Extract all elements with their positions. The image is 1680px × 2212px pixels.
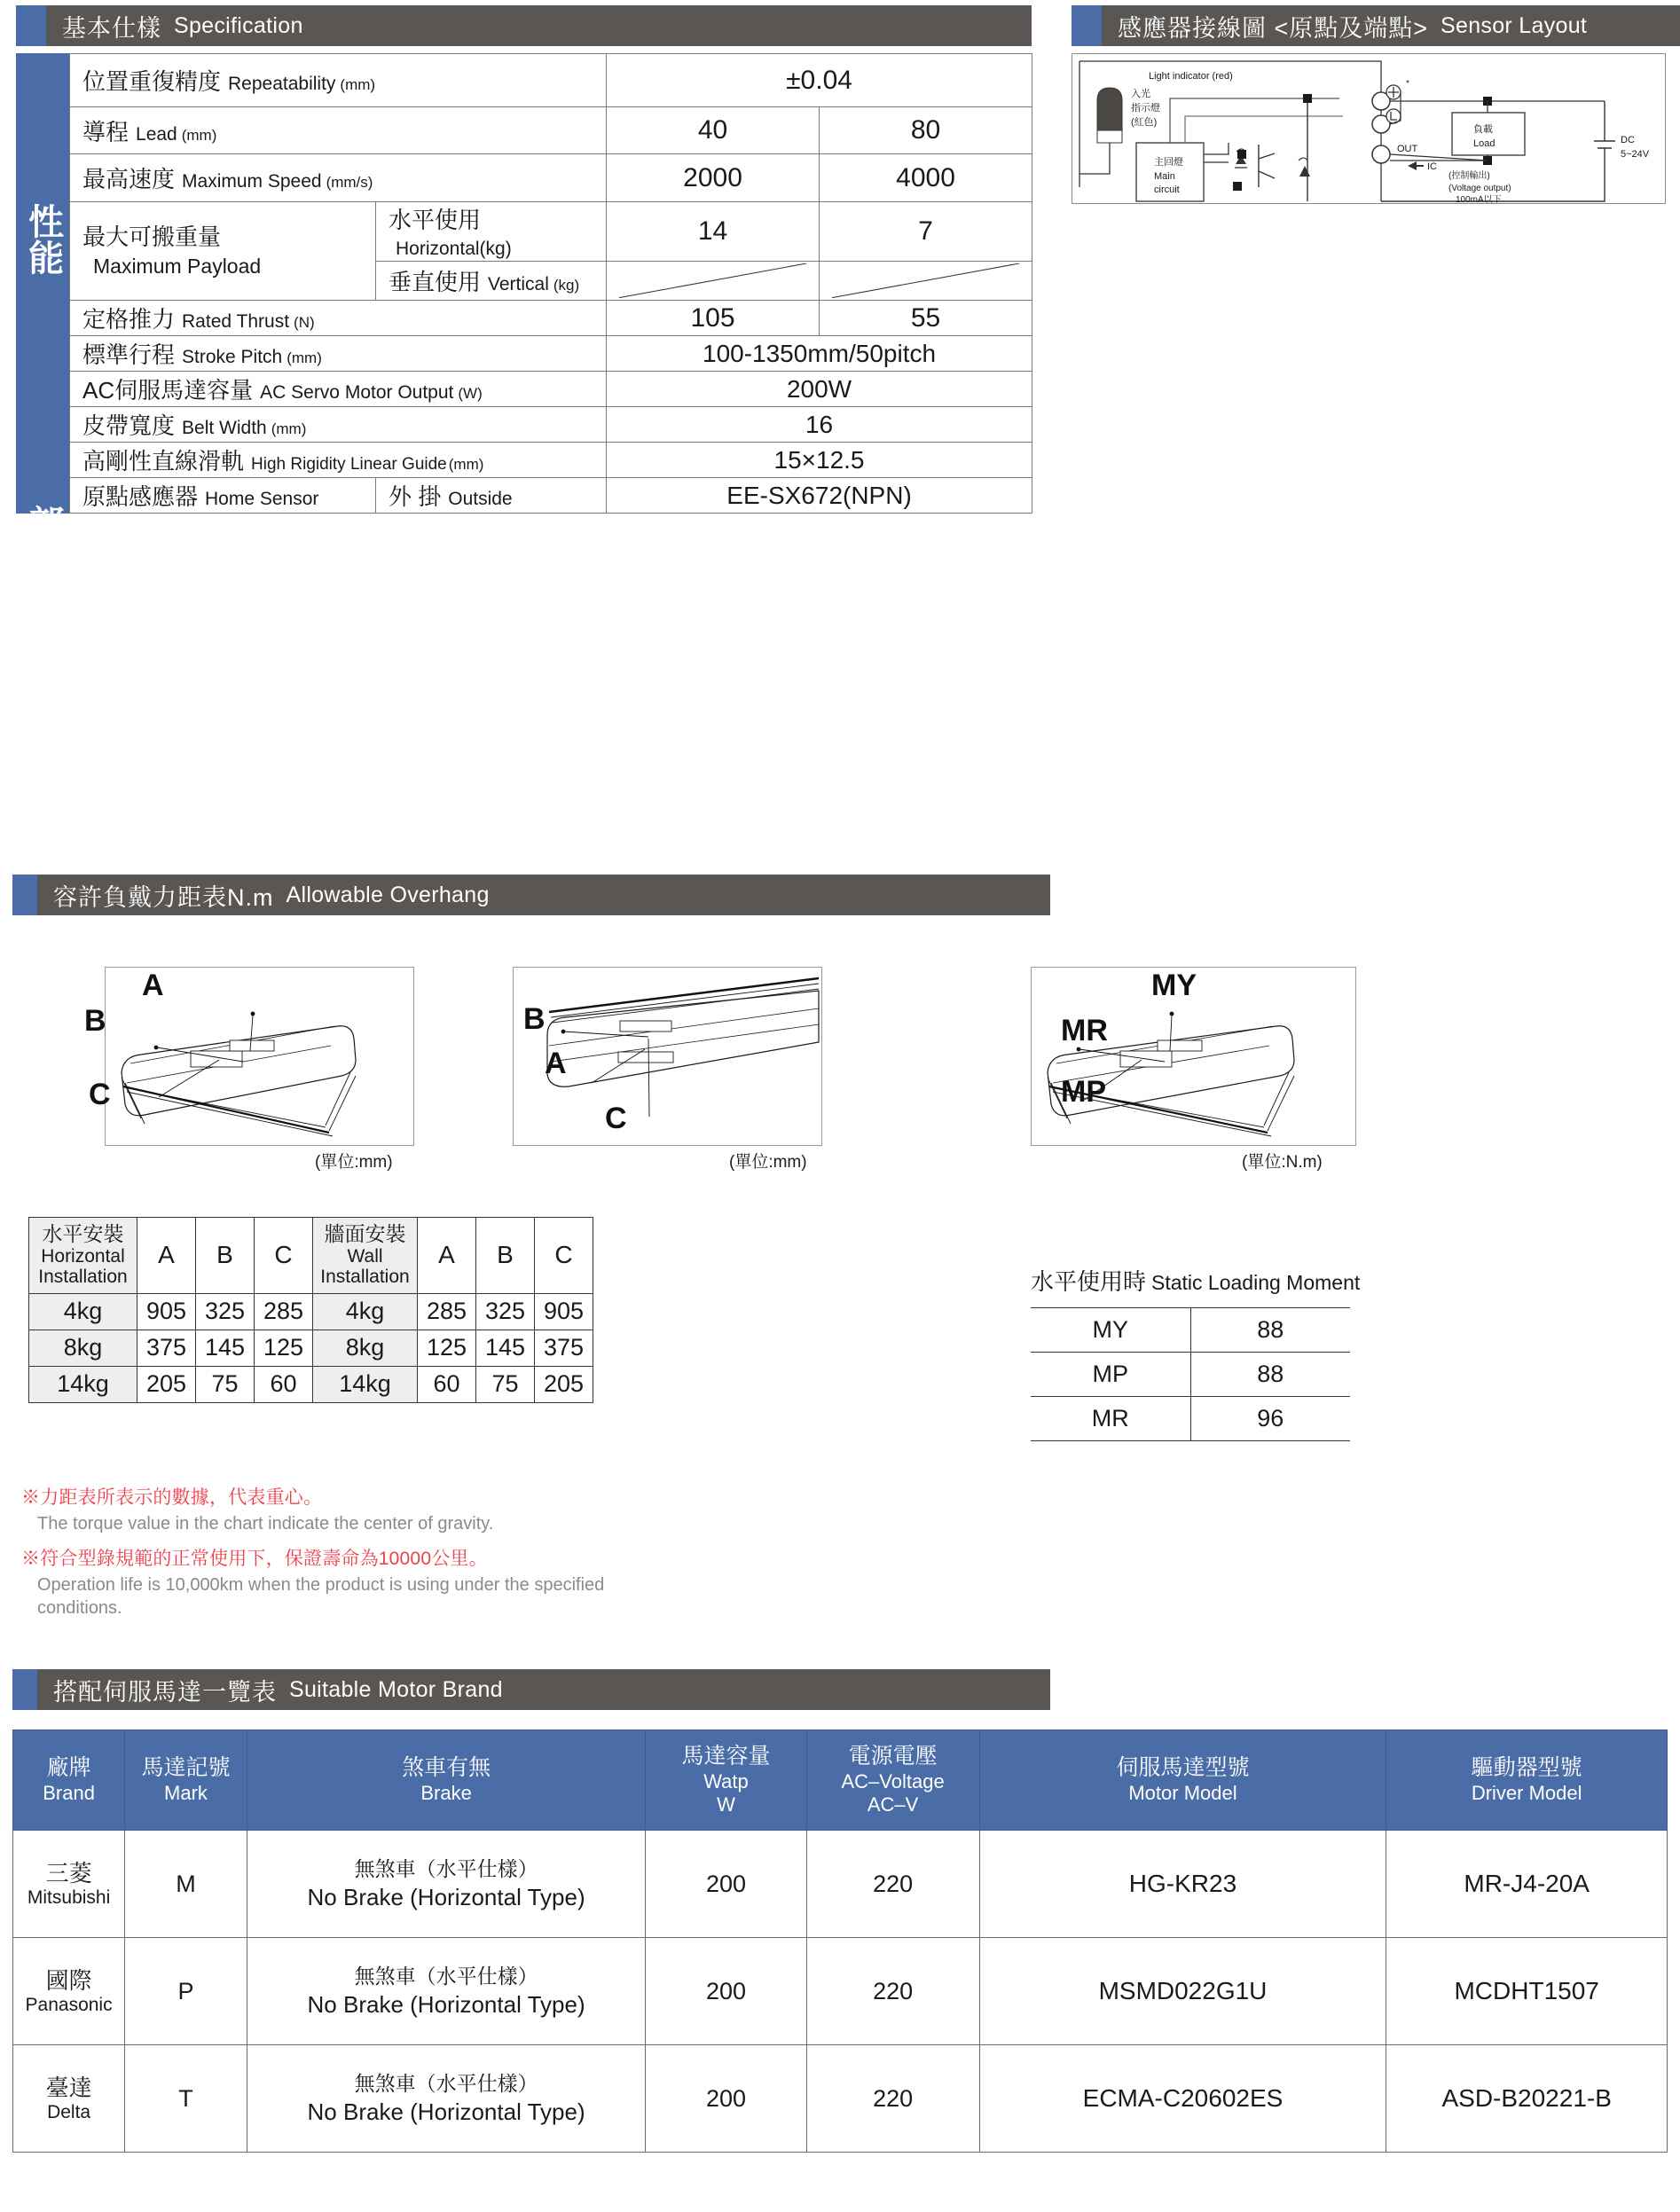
header-horizontal-installation bbox=[29, 1218, 137, 1294]
spec-value-ac-servo-output: 200W bbox=[607, 372, 1032, 407]
header-cn: 馬達記號 bbox=[141, 1755, 231, 1781]
w-row-load-14kg: 14kg bbox=[313, 1366, 418, 1402]
header-h-col-a: A bbox=[137, 1218, 196, 1294]
label-en: Belt Width bbox=[182, 418, 267, 438]
note-2-en: Operation life is 10,000km when the product is using under the specified conditions. bbox=[37, 1575, 605, 1618]
note-1-en: The torque value in the chart indicate the center of gravity. bbox=[37, 1514, 494, 1533]
svg-text:主回燈: 主回燈 bbox=[1154, 157, 1183, 168]
h-row-load-8kg: 8kg bbox=[29, 1330, 137, 1366]
sensor-layout-diagram-block bbox=[1072, 53, 1666, 204]
table-row bbox=[70, 407, 1032, 443]
label-unit: (mm) bbox=[448, 456, 484, 473]
spec-value-linear-guide: 15×12.5 bbox=[607, 443, 1032, 478]
brand-cn: 國際 bbox=[45, 1966, 92, 1994]
header-en: Brand bbox=[43, 1781, 95, 1804]
sublabel-unit: (kg) bbox=[553, 277, 580, 294]
w-8kg-c: 375 bbox=[535, 1330, 593, 1366]
table-row bbox=[13, 1831, 1668, 1938]
section-title-en: Specification bbox=[174, 12, 303, 38]
note-1-cn: ※力距表所表示的數據，代表重心。 bbox=[21, 1487, 323, 1508]
header-cn: 驅動器型號 bbox=[1471, 1755, 1582, 1781]
header-en: Motor Model bbox=[1128, 1781, 1237, 1804]
spec-value-payload-h-2: 7 bbox=[820, 202, 1032, 262]
row-0-driver-model: MR-J4-20A bbox=[1386, 1831, 1668, 1938]
specification-table-block bbox=[16, 53, 1032, 577]
row-2-driver-model: ASD-B20221-B bbox=[1386, 2045, 1668, 2153]
spec-value-lead-2: 80 bbox=[820, 107, 1032, 154]
label-en: High Rigidity Linear Guide bbox=[251, 455, 447, 474]
header-en: Driver Model bbox=[1471, 1781, 1582, 1804]
header-en-2: Installation bbox=[320, 1267, 410, 1288]
table-row bbox=[13, 1938, 1668, 2045]
svg-text:5~24V: 5~24V bbox=[1621, 149, 1650, 160]
spec-value-home-sensor: EE-SX672(NPN) bbox=[607, 478, 1032, 514]
overhang-unit-caption-2: (單位:mm) bbox=[729, 1153, 807, 1172]
brand-cn: 臺達 bbox=[45, 2074, 92, 2101]
header-w-col-b: B bbox=[476, 1218, 535, 1294]
table-row bbox=[1031, 1353, 1350, 1397]
row-1-brake bbox=[247, 1938, 646, 2045]
spec-label-home-sensor bbox=[70, 478, 376, 514]
row-2-watt: 200 bbox=[646, 2045, 806, 2153]
w-14kg-c: 205 bbox=[535, 1366, 593, 1402]
header-brand bbox=[13, 1730, 125, 1831]
header-cn: 牆面安裝 bbox=[324, 1222, 406, 1245]
sublabel-cn: 水平使用 bbox=[389, 207, 482, 233]
spec-label-repeatability bbox=[70, 54, 607, 107]
svg-text:IC: IC bbox=[1427, 161, 1437, 172]
label-cn: 原點感應器 bbox=[82, 483, 199, 510]
row-1-voltage: 220 bbox=[806, 1938, 979, 2045]
h-14kg-b: 75 bbox=[196, 1366, 255, 1402]
row-0-motor-model: HG-KR23 bbox=[979, 1831, 1386, 1938]
section-header-text bbox=[1102, 5, 1680, 46]
section-title-en: Allowable Overhang bbox=[286, 882, 490, 907]
w-row-load-8kg: 8kg bbox=[313, 1330, 418, 1366]
table-row bbox=[1031, 1397, 1350, 1441]
row-2-brand bbox=[13, 2045, 125, 2153]
table-row bbox=[70, 372, 1032, 407]
h-4kg-a: 905 bbox=[137, 1293, 196, 1330]
svg-text:(紅色): (紅色) bbox=[1131, 117, 1158, 128]
spec-value-payload-v-1-na bbox=[607, 262, 820, 301]
header-en-1: Horizontal bbox=[41, 1245, 125, 1267]
svg-text:(Voltage output): (Voltage output) bbox=[1448, 184, 1511, 193]
slm-key-mr: MR bbox=[1031, 1397, 1190, 1441]
row-1-brand bbox=[13, 1938, 125, 2045]
table-row bbox=[70, 54, 1032, 107]
row-2-voltage: 220 bbox=[806, 2045, 979, 2153]
label-en: Lead bbox=[136, 123, 177, 145]
header-watt bbox=[646, 1730, 806, 1831]
spec-sublabel-vertical bbox=[376, 262, 607, 301]
row-1-motor-model: MSMD022G1U bbox=[979, 1938, 1386, 2045]
section-header-text bbox=[37, 1669, 1050, 1710]
static-loading-moment-title bbox=[1031, 1264, 1360, 1297]
header-cn: 水平安裝 bbox=[42, 1222, 124, 1245]
section-title-cn: 感應器接線圖 <原點及端點> bbox=[1118, 14, 1429, 42]
svg-text:100mA以下: 100mA以下 bbox=[1456, 195, 1502, 203]
table-row bbox=[29, 1293, 593, 1330]
svg-text:OUT: OUT bbox=[1397, 144, 1418, 154]
overhang-unit-caption-3: (單位:N.m) bbox=[1242, 1153, 1323, 1172]
label-en: Stroke Pitch bbox=[182, 347, 283, 367]
motor-brand-table bbox=[12, 1730, 1668, 2153]
overhang-combined-table bbox=[28, 1217, 593, 1403]
slm-key-mp: MP bbox=[1031, 1353, 1190, 1397]
slm-value-mp: 88 bbox=[1190, 1353, 1350, 1397]
slm-value-my: 88 bbox=[1190, 1308, 1350, 1353]
label-unit: (mm) bbox=[287, 349, 322, 366]
header-voltage bbox=[806, 1730, 979, 1831]
brake-cn: 無煞車（水平仕樣） bbox=[354, 1964, 538, 1988]
row-2-brake bbox=[247, 2045, 646, 2153]
overhang-label-b-2: B bbox=[523, 1002, 546, 1036]
h-4kg-b: 325 bbox=[196, 1293, 255, 1330]
header-cn: 煞車有無 bbox=[402, 1755, 491, 1781]
brake-cn: 無煞車（水平仕樣） bbox=[354, 2071, 538, 2095]
section-header-suitable-motor bbox=[12, 1669, 1050, 1710]
slm-value-mr: 96 bbox=[1190, 1397, 1350, 1441]
header-w-col-a: A bbox=[418, 1218, 476, 1294]
spec-value-stroke-pitch: 100-1350mm/50pitch bbox=[607, 336, 1032, 372]
spec-label-lead bbox=[70, 107, 607, 154]
row-0-voltage: 220 bbox=[806, 1831, 979, 1938]
sidebar-parts-text: 部品 bbox=[23, 505, 63, 577]
accent-block bbox=[1072, 5, 1102, 46]
spec-sublabel-horizontal bbox=[376, 202, 607, 262]
table-row bbox=[70, 202, 1032, 262]
spec-value-payload-h-1: 14 bbox=[607, 202, 820, 262]
brand-en: Delta bbox=[47, 2101, 91, 2122]
table-row bbox=[70, 154, 1032, 202]
slm-title-cn: 水平使用時 bbox=[1031, 1268, 1147, 1295]
w-14kg-a: 60 bbox=[418, 1366, 476, 1402]
svg-text:*: * bbox=[1406, 79, 1409, 89]
w-8kg-b: 145 bbox=[476, 1330, 535, 1366]
h-8kg-c: 125 bbox=[255, 1330, 313, 1366]
row-2-mark: T bbox=[125, 2045, 247, 2153]
header-en: AC–Voltage bbox=[841, 1769, 945, 1792]
svg-text:(控制輸出): (控制輸出) bbox=[1448, 171, 1490, 181]
label-unit: (N) bbox=[294, 314, 315, 331]
sidebar-label-parts bbox=[17, 505, 68, 585]
label-cn: 導程 bbox=[82, 118, 130, 145]
brand-cn: 三菱 bbox=[45, 1859, 92, 1886]
w-4kg-c: 905 bbox=[535, 1293, 593, 1330]
overhang-label-c-1: C bbox=[89, 1078, 111, 1111]
sensor-circuit-svg bbox=[1072, 54, 1665, 203]
section-header-specification bbox=[16, 5, 1032, 46]
brand-en: Mitsubishi bbox=[27, 1886, 111, 1908]
sidebar-performance-text: 性能 bbox=[23, 203, 63, 276]
label-unit: (W) bbox=[458, 385, 483, 402]
label-cn: 定格推力 bbox=[82, 306, 176, 333]
section-title-cn: 搭配伺服馬達一覽表 bbox=[53, 1678, 277, 1706]
label-cn: 皮帶寬度 bbox=[82, 412, 176, 439]
row-1-mark: P bbox=[125, 1938, 247, 2045]
sidebar-label-performance bbox=[17, 203, 68, 284]
table-header-row bbox=[29, 1218, 593, 1294]
h-4kg-c: 285 bbox=[255, 1293, 313, 1330]
w-14kg-b: 75 bbox=[476, 1366, 535, 1402]
label-en: Maximum Payload bbox=[93, 255, 262, 278]
accent-block bbox=[16, 5, 46, 46]
row-0-mark: M bbox=[125, 1831, 247, 1938]
sublabel-en: Outside bbox=[448, 489, 513, 509]
accent-block bbox=[12, 875, 37, 915]
spec-value-repeatability: ±0.04 bbox=[607, 54, 1032, 107]
header-motor-model bbox=[979, 1730, 1386, 1831]
overhang-label-c-2: C bbox=[605, 1102, 627, 1135]
label-cn: 最大可搬重量 bbox=[82, 223, 222, 250]
label-cn: 位置重復精度 bbox=[82, 68, 222, 95]
svg-text:Main: Main bbox=[1154, 171, 1175, 182]
brake-en: No Brake (Horizontal Type) bbox=[307, 1990, 585, 2018]
section-title-en: Suitable Motor Brand bbox=[289, 1676, 503, 1702]
spec-label-stroke-pitch bbox=[70, 336, 607, 372]
svg-text:指示燈: 指示燈 bbox=[1131, 103, 1160, 114]
header-cn: 電源電壓 bbox=[848, 1744, 938, 1769]
table-row bbox=[70, 336, 1032, 372]
overhang-label-my: MY bbox=[1151, 969, 1197, 1002]
spec-label-rated-thrust bbox=[70, 301, 607, 336]
overhang-tables-block bbox=[28, 1217, 593, 1403]
header-en-2: Installation bbox=[38, 1267, 128, 1288]
table-row bbox=[70, 478, 1032, 514]
row-0-watt: 200 bbox=[646, 1831, 806, 1938]
sublabel-en: Horizontal(kg) bbox=[396, 239, 512, 259]
w-row-load-4kg: 4kg bbox=[313, 1293, 418, 1330]
spec-label-belt-width bbox=[70, 407, 607, 443]
h-8kg-a: 375 bbox=[137, 1330, 196, 1366]
row-2-motor-model: ECMA-C20602ES bbox=[979, 2045, 1386, 2153]
spec-label-max-speed bbox=[70, 154, 607, 202]
sublabel-cn: 外 掛 bbox=[389, 483, 442, 510]
spec-label-max-payload bbox=[70, 202, 376, 301]
table-row bbox=[29, 1330, 593, 1366]
table-row bbox=[70, 443, 1032, 478]
label-en: Maximum Speed bbox=[182, 171, 322, 192]
header-brake bbox=[247, 1730, 646, 1831]
table-row bbox=[29, 1366, 593, 1402]
sublabel-en: Vertical bbox=[488, 274, 549, 294]
sublabel-cn: 垂直使用 bbox=[389, 269, 482, 295]
static-loading-moment-table bbox=[1031, 1307, 1350, 1441]
section-title-cn: 基本仕樣 bbox=[62, 14, 161, 42]
overhang-label-b-1: B bbox=[84, 1004, 106, 1038]
svg-text:circuit: circuit bbox=[1154, 184, 1180, 195]
label-unit: (mm) bbox=[181, 126, 217, 144]
brake-en: No Brake (Horizontal Type) bbox=[307, 2098, 585, 2125]
row-1-watt: 200 bbox=[646, 1938, 806, 2045]
header-en-2: W bbox=[717, 1793, 735, 1816]
label-unit: (mm) bbox=[271, 420, 307, 437]
specification-table bbox=[69, 53, 1032, 514]
spec-value-rated-thrust-1: 105 bbox=[607, 301, 820, 336]
w-8kg-a: 125 bbox=[418, 1330, 476, 1366]
spec-value-max-speed-2: 4000 bbox=[820, 154, 1032, 202]
label-cn: 標準行程 bbox=[82, 341, 176, 368]
table-row bbox=[70, 301, 1032, 336]
header-h-col-c: C bbox=[255, 1218, 313, 1294]
static-loading-moment-block bbox=[1031, 1264, 1360, 1441]
svg-text:Load: Load bbox=[1473, 138, 1496, 149]
brake-cn: 無煞車（水平仕樣） bbox=[354, 1856, 538, 1880]
section-header-text bbox=[37, 875, 1050, 915]
section-title-en: Sensor Layout bbox=[1441, 12, 1588, 38]
overhang-label-mp: MP bbox=[1061, 1075, 1106, 1109]
table-header-row bbox=[13, 1730, 1668, 1831]
spec-value-lead-1: 40 bbox=[607, 107, 820, 154]
overhang-label-a-1: A bbox=[142, 969, 164, 1002]
header-cn: 馬達容量 bbox=[681, 1744, 771, 1769]
spec-value-payload-v-2-na bbox=[820, 262, 1032, 301]
brand-en: Panasonic bbox=[25, 1994, 113, 2015]
slm-title-en: Static Loading Moment bbox=[1151, 1271, 1361, 1294]
h-14kg-c: 60 bbox=[255, 1366, 313, 1402]
row-0-brake bbox=[247, 1831, 646, 1938]
label-en: Rated Thrust bbox=[182, 311, 290, 332]
slm-key-my: MY bbox=[1031, 1308, 1190, 1353]
header-cn: 廠牌 bbox=[46, 1755, 91, 1781]
row-0-brand bbox=[13, 1831, 125, 1938]
header-mark bbox=[125, 1730, 247, 1831]
overhang-unit-caption-1: (單位:mm) bbox=[315, 1153, 393, 1172]
header-w-col-c: C bbox=[535, 1218, 593, 1294]
overhang-label-mr: MR bbox=[1061, 1014, 1108, 1047]
w-4kg-a: 285 bbox=[418, 1293, 476, 1330]
accent-block bbox=[12, 1669, 37, 1710]
note-2-cn: ※符合型錄規範的正常使用下，保證壽命為10000公里。 bbox=[21, 1549, 488, 1569]
h-row-load-14kg: 14kg bbox=[29, 1366, 137, 1402]
h-14kg-a: 205 bbox=[137, 1366, 196, 1402]
header-cn: 伺服馬達型號 bbox=[1116, 1755, 1250, 1781]
header-driver-model bbox=[1386, 1730, 1668, 1831]
svg-text:DC: DC bbox=[1621, 135, 1635, 145]
spec-label-linear-guide bbox=[70, 443, 607, 478]
section-header-allowable-overhang bbox=[12, 875, 1050, 915]
header-en-2: AC–V bbox=[867, 1793, 919, 1816]
label-unit: (mm/s) bbox=[326, 174, 373, 191]
header-en-1: Wall bbox=[347, 1245, 383, 1267]
label-cn: 最高速度 bbox=[82, 166, 176, 192]
label-en: Home Sensor bbox=[205, 489, 319, 509]
label-en: AC Servo Motor Output bbox=[260, 382, 454, 403]
table-row bbox=[70, 107, 1032, 154]
svg-text:入光: 入光 bbox=[1131, 89, 1150, 99]
label-en: Repeatability bbox=[228, 74, 336, 94]
spec-value-rated-thrust-2: 55 bbox=[820, 301, 1032, 336]
section-title-cn: 容許負戴力距表N.m bbox=[53, 883, 274, 911]
spec-label-ac-servo-output bbox=[70, 372, 607, 407]
h-row-load-4kg: 4kg bbox=[29, 1293, 137, 1330]
overhang-notes-block bbox=[21, 1483, 642, 1628]
section-header-sensor-layout bbox=[1072, 5, 1680, 46]
table-row bbox=[1031, 1308, 1350, 1353]
motor-brand-table-block bbox=[12, 1730, 1668, 2153]
h-8kg-b: 145 bbox=[196, 1330, 255, 1366]
label-unit: (mm) bbox=[340, 76, 376, 93]
table-row bbox=[13, 2045, 1668, 2153]
row-1-driver-model: MCDHT1507 bbox=[1386, 1938, 1668, 2045]
spec-sublabel-outside bbox=[376, 478, 607, 514]
spec-value-max-speed-1: 2000 bbox=[607, 154, 820, 202]
light-indicator-en-label: Light indicator (red) bbox=[1149, 71, 1233, 82]
header-en: Watp bbox=[703, 1769, 749, 1792]
section-header-text bbox=[46, 5, 1032, 46]
overhang-label-a-2: A bbox=[545, 1047, 567, 1080]
label-cn: 高剛性直線滑軌 bbox=[82, 448, 245, 475]
spec-value-belt-width: 16 bbox=[607, 407, 1032, 443]
svg-text:負載: 負載 bbox=[1473, 124, 1493, 135]
brake-en: No Brake (Horizontal Type) bbox=[307, 1883, 585, 1910]
w-4kg-b: 325 bbox=[476, 1293, 535, 1330]
header-en: Mark bbox=[164, 1781, 208, 1804]
sensor-circuit-frame bbox=[1072, 53, 1666, 204]
label-cn: AC伺服馬達容量 bbox=[82, 377, 254, 404]
header-en: Brake bbox=[420, 1781, 472, 1804]
spec-sidebar bbox=[16, 53, 69, 577]
header-wall-installation bbox=[313, 1218, 418, 1294]
header-h-col-b: B bbox=[196, 1218, 255, 1294]
